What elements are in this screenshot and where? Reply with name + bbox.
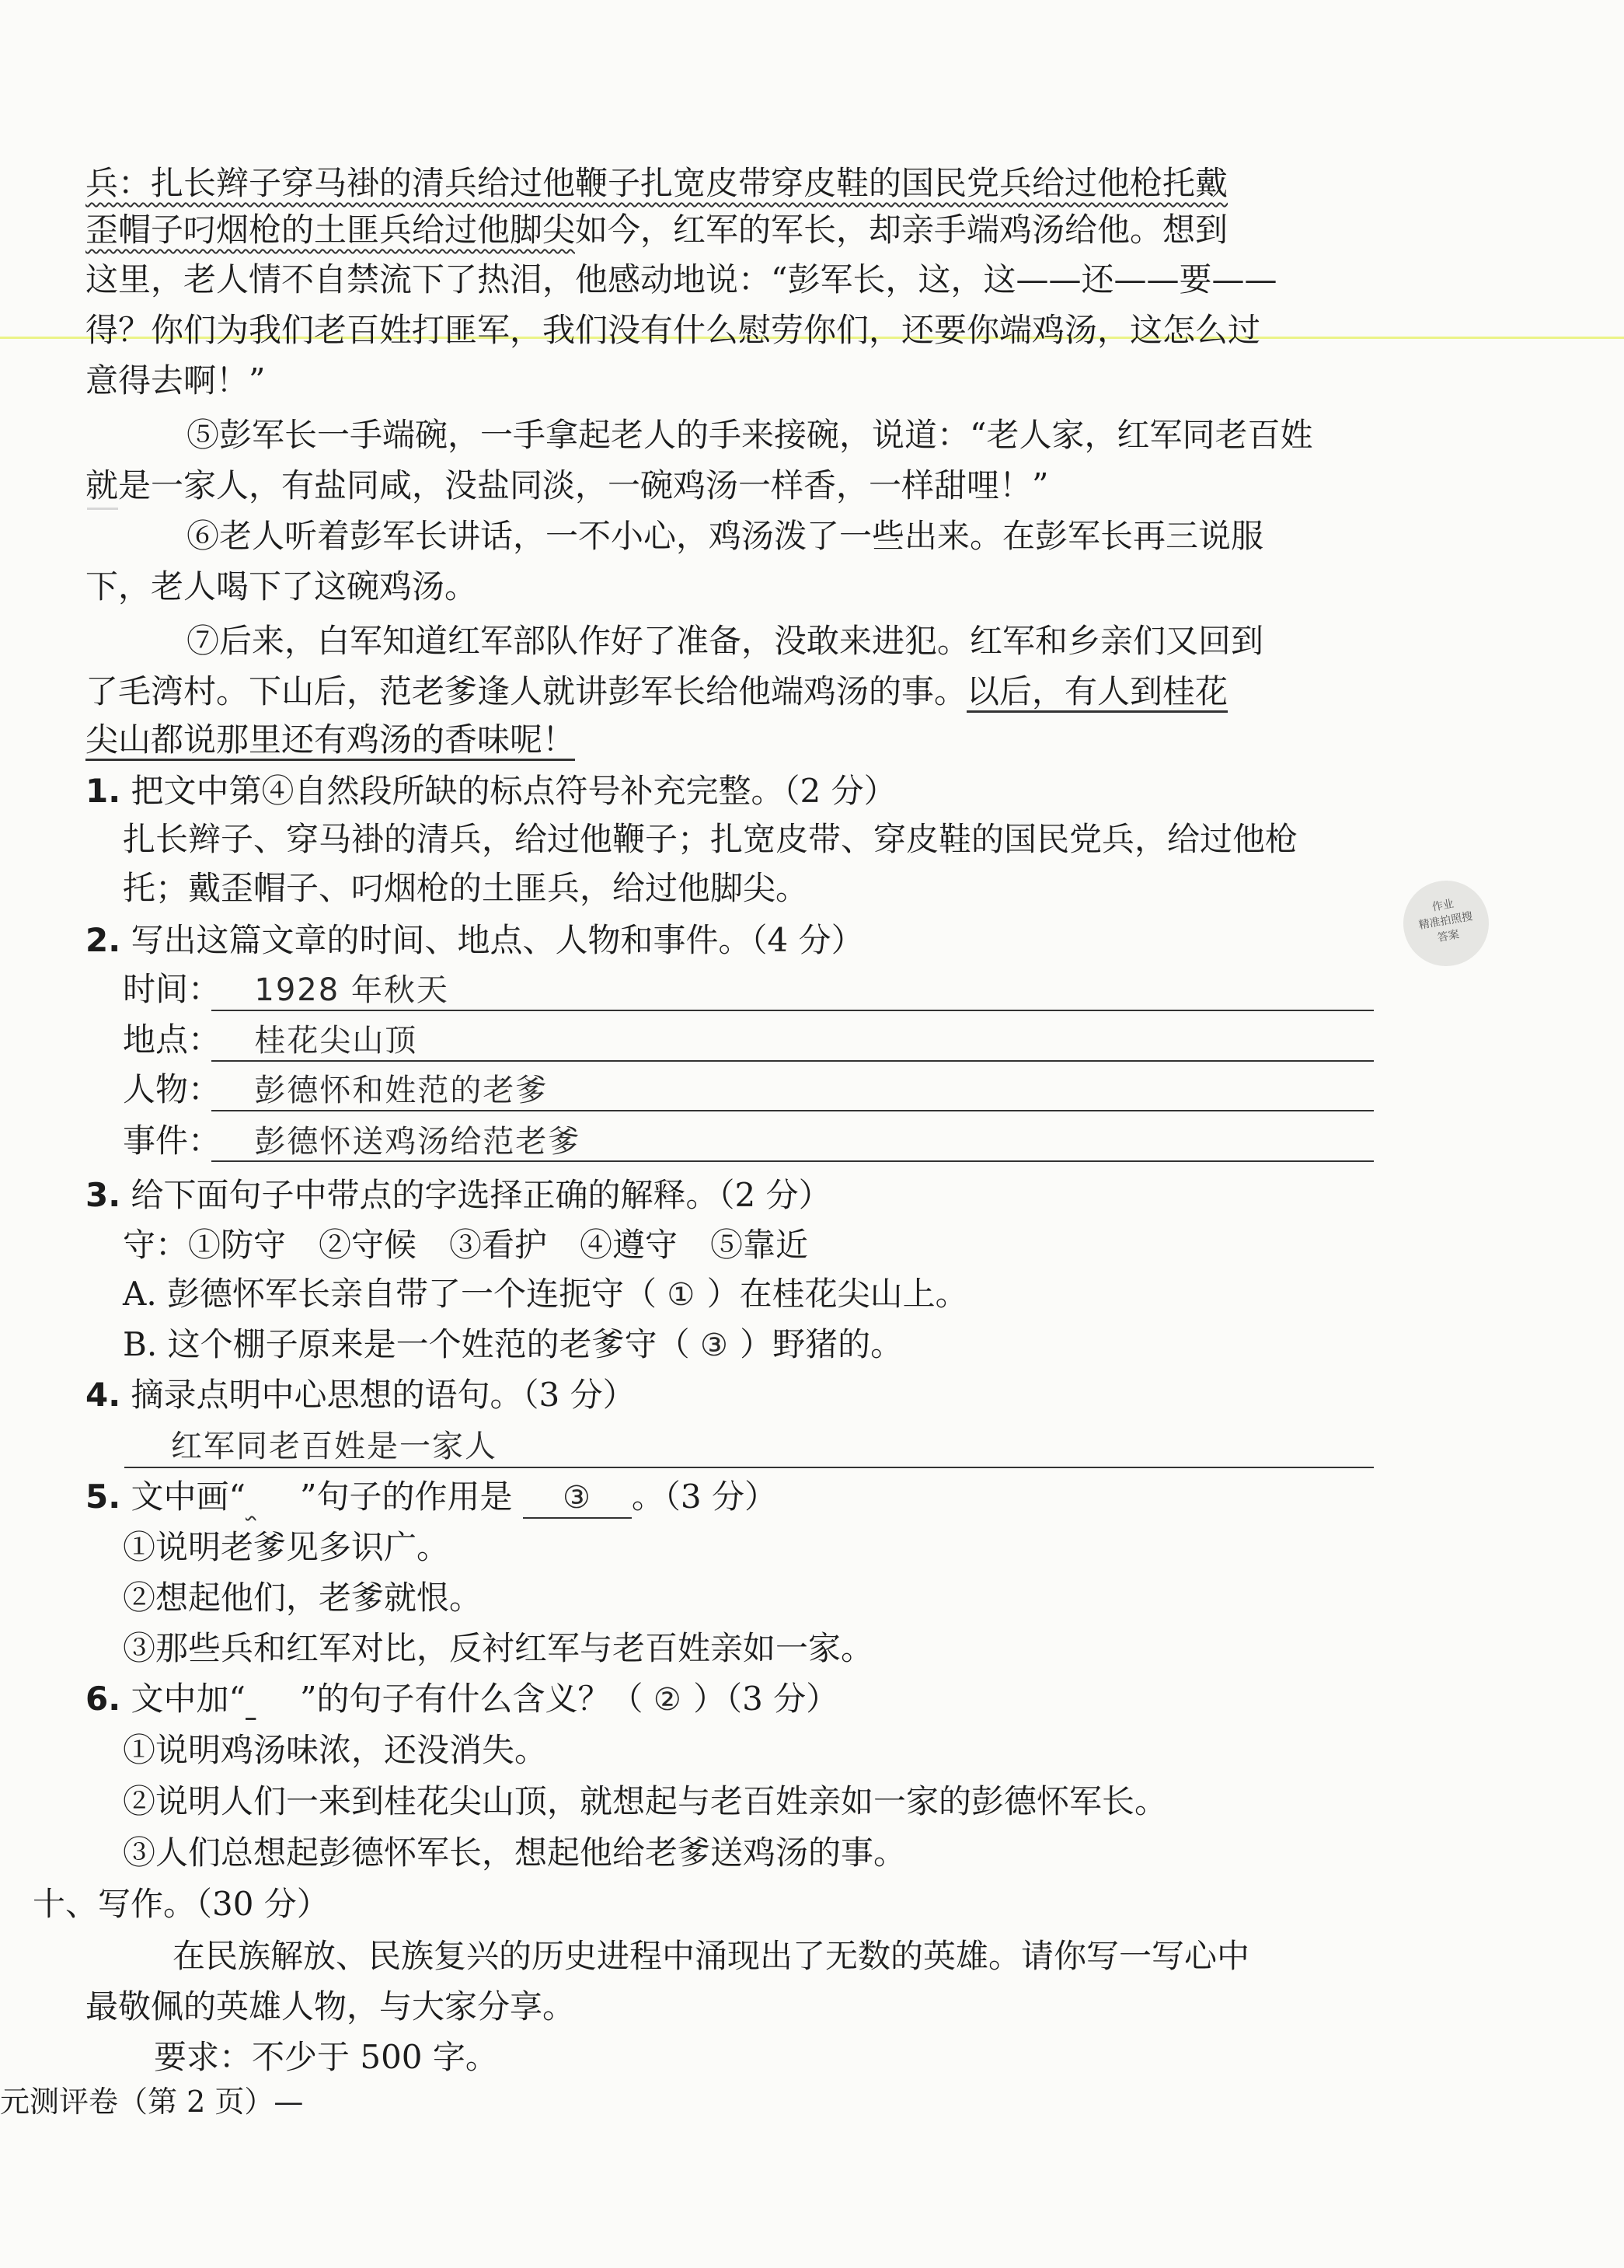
p7-line3 [85, 717, 1375, 763]
question-3 [85, 1172, 1375, 1219]
q1-answer-line1: 扎长辫子、穿马褂的清兵，给过他鞭子；扎宽皮带、穿皮鞋的国民党兵，给过他枪 [123, 820, 1298, 858]
p4-line4: 得？你们为我们老百姓打匪军，我们没有什么慰劳你们，还要你端鸡汤，这怎么过 [85, 311, 1261, 349]
q2-place-row [123, 1017, 1375, 1064]
place-label: 地点： [123, 1021, 221, 1059]
q6-option-1: ①说明鸡汤味浓，还没消失。 [123, 1731, 548, 1769]
question-number: 5. [85, 1478, 121, 1516]
underlined-sentence-end: 尖山都说那里还有鸡汤的香味呢！ [85, 721, 576, 759]
q6-answer: ② [653, 1682, 683, 1718]
straight-line-sample [246, 1676, 300, 1722]
q3-options: 守：①防守 ②守候 ③看护 ④遵守 ⑤靠近 [123, 1226, 809, 1264]
homework-app-stamp [1396, 874, 1495, 972]
q6-option-3: ③人们总想起彭德怀军长，想起他给老爹送鸡汤的事。 [123, 1834, 907, 1872]
q1-answer-line2: 托；戴歪帽子、叼烟枪的土匪兵，给过他脚尖。 [123, 869, 809, 907]
p4-line3: 这里，老人情不自禁流下了热泪，他感动地说：“彭军长，这，这——还——要—— [85, 260, 1277, 298]
p7-line1: ⑦后来，白军知道红军部队作好了准备，没敢来进犯。红军和乡亲们又回到 [186, 622, 1264, 660]
q3-item-a [123, 1271, 1413, 1318]
question-5 [85, 1474, 1375, 1520]
question-6 [85, 1676, 1375, 1723]
q3-a-text-end: ）在桂花尖山上。 [706, 1275, 968, 1313]
q6-text-b: ”的句子有什么含义？（ [300, 1680, 643, 1718]
wavy-underlined-sentence: 兵：扎长辫子穿马褂的清兵给过他鞭子扎宽皮带穿皮鞋的国民党兵给过他枪托戴 [85, 164, 1228, 202]
q3-a-answer: ① [667, 1277, 697, 1313]
q3-a-text: A. 彭德怀军长亲自带了一个连扼守（ [123, 1275, 657, 1313]
q2-people-row [123, 1066, 1375, 1114]
q5-text-b: ”句子的作用是 [300, 1478, 513, 1516]
place-answer: 桂花尖山顶 [254, 1023, 418, 1059]
people-label: 人物： [123, 1070, 221, 1108]
q5-option-3: ③那些兵和红军对比，反衬红军与老百姓亲如一家。 [123, 1629, 874, 1667]
stamp-line2: 精准拍照搜 [1417, 910, 1474, 933]
underlined-sentence: 以后，有人到桂花 [967, 672, 1228, 710]
p4-line1 [85, 160, 1375, 207]
p4-line2-text: 如今，红军的军长，却亲手端鸡汤给他。想到 [575, 211, 1228, 249]
time-answer: 1928 年秋天 [254, 972, 449, 1008]
question-text: 给下面句子中带点的字选择正确的解释。（2 分） [131, 1176, 831, 1214]
question-number: 1. [85, 772, 121, 810]
answer-line [211, 1110, 1374, 1111]
q6-text-a: 文中加“ [131, 1680, 246, 1718]
time-label: 时间： [123, 970, 221, 1008]
p4-line2 [85, 207, 1375, 253]
writing-requirement: 要求：不少于 500 字。 [154, 2038, 498, 2076]
p7-line2 [85, 668, 1375, 715]
q3-b-text-end: ）野猪的。 [740, 1325, 904, 1363]
writing-heading: 十、写作。（30 分） [33, 1885, 329, 1923]
question-1 [85, 768, 1375, 815]
question-2 [85, 917, 1375, 964]
wavy-line-sample [246, 1474, 300, 1520]
question-number: 6. [85, 1680, 121, 1718]
answer-line [211, 1010, 1374, 1011]
p5-line2: 就是一家人，有盐同咸，没盐同淡，一碗鸡汤一样香，一样甜哩！” [85, 466, 1049, 504]
event-answer: 彭德怀送鸡汤给范老爹 [254, 1124, 581, 1160]
q6-option-2: ②说明人们一来到桂花尖山顶，就想起与老百姓亲如一家的彭德怀军长。 [123, 1782, 1168, 1820]
margin-mark [87, 508, 118, 510]
answer-line [124, 1467, 1374, 1468]
p5-line1: ⑤彭军长一手端碗，一手拿起老人的手来接碗，说道：“老人家，红军同老百姓 [186, 416, 1313, 454]
writing-line2: 最敬佩的英雄人物，与大家分享。 [85, 1987, 576, 2025]
answer-line [211, 1160, 1374, 1162]
p6-line1: ⑥老人听着彭军长讲话，一不小心，鸡汤泼了一些出来。在彭军长再三说服 [186, 517, 1264, 555]
p7-line2-text: 了毛湾村。下山后，范老爹逢人就讲彭军长给他端鸡汤的事。 [85, 672, 967, 710]
question-text: 把文中第④自然段所缺的标点符号补充完整。（2 分） [131, 772, 897, 810]
q3-item-b [123, 1321, 1413, 1369]
answer-line [211, 1060, 1374, 1062]
q4-answer-row [171, 1422, 1424, 1470]
q3-b-text: B. 这个棚子原来是一个姓范的老爹守（ [123, 1325, 690, 1363]
q2-time-row [123, 966, 1375, 1014]
question-number: 3. [85, 1176, 121, 1214]
event-label: 事件： [123, 1122, 221, 1160]
q2-event-row [123, 1118, 1375, 1165]
question-number: 2. [85, 921, 121, 959]
stamp-line1: 作业 [1431, 898, 1455, 914]
p6-line2: 下，老人喝下了这碗鸡汤。 [85, 567, 478, 605]
wavy-underlined-sentence-end: 歪帽子叼烟枪的土匪兵给过他脚尖 [85, 211, 576, 249]
question-text: 摘录点明中心思想的语句。（3 分） [131, 1376, 636, 1414]
writing-line1: 在民族解放、民族复兴的历史进程中涌现出了无数的英雄。请你写一写心中 [173, 1937, 1250, 1975]
page-footer: 元测评卷（第 2 页）— [0, 2085, 304, 2119]
q3-b-answer: ③ [699, 1328, 730, 1363]
q5-option-2: ②想起他们，老爹就恨。 [123, 1579, 483, 1617]
q5-answer-blank: ③ [523, 1478, 632, 1519]
q5-text-a: 文中画“ [131, 1478, 246, 1516]
question-4 [85, 1372, 1375, 1418]
q6-text-c: ）（3 分） [693, 1680, 839, 1718]
q5-option-1: ①说明老爹见多识广。 [123, 1528, 450, 1566]
question-text: 写出这篇文章的时间、地点、人物和事件。（4 分） [131, 921, 864, 959]
p4-line5: 意得去啊！” [85, 361, 266, 400]
q4-answer: 红军同老百姓是一家人 [171, 1429, 497, 1464]
stamp-line3: 答案 [1436, 928, 1461, 945]
question-number: 4. [85, 1376, 121, 1414]
q5-text-c: 。（3 分） [631, 1478, 777, 1516]
people-answer: 彭德怀和姓范的老爹 [254, 1073, 549, 1108]
